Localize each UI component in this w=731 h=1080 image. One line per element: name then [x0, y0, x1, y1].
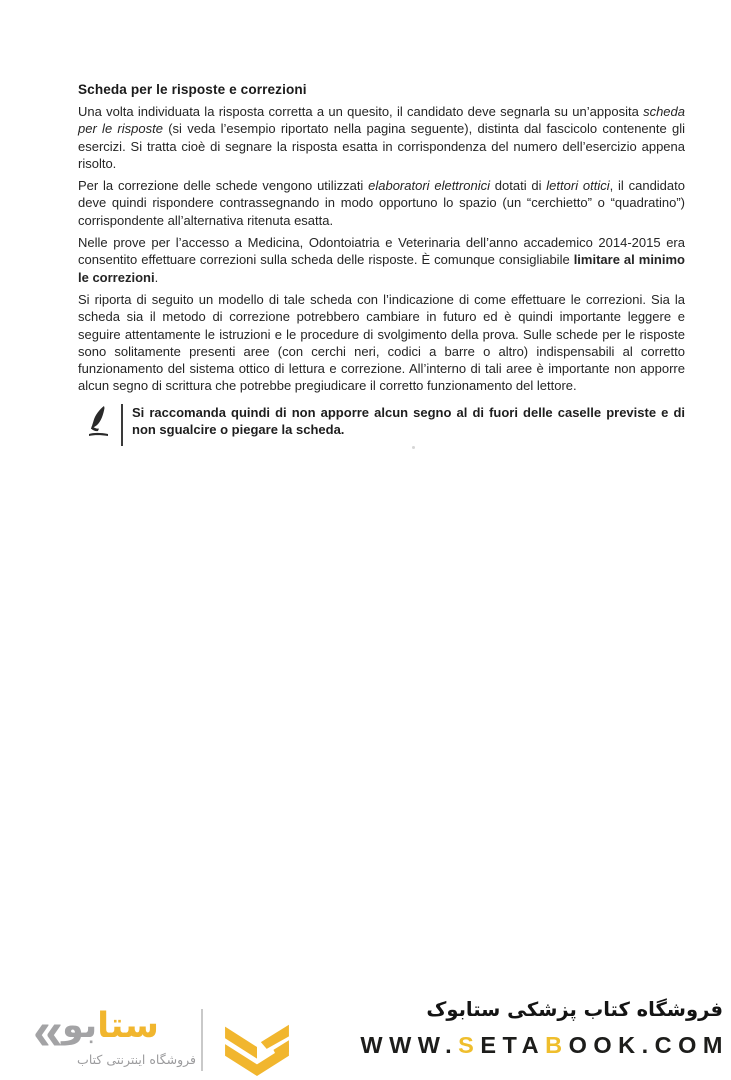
paragraph: Una volta individuata la risposta corretta a un quesito, il candidato deve segnarla su un’apposita scheda per le risposte (si veda l’esempio riportato nella pagina seguente), distinta dal fascicolo contenente gli esercizi. Si tratta cioè di segnare la risposta esatta in corrispondenza del numero dell’esercizio appena risolto.: [78, 104, 689, 171]
website-url-segment: ETA: [480, 1032, 546, 1058]
paragraph: Per la correzione delle schede vengono utilizzati elaboratori elettronici dotati di lettori ottici, il candidato deve quindi rispondere contrassegnando in modo opportuno lo spazio (un “cerchietto” o “quadratino”) corrispondente all’alternativa ritenuta esatta.: [78, 178, 689, 228]
logo-wordmark: [62, 1005, 159, 1047]
website-url-segment: S: [458, 1032, 481, 1058]
wordmark-gray-part: بو: [62, 1006, 98, 1046]
logo-tagline: فروشگاه اینترنتی کتاب: [77, 1052, 196, 1067]
quill-icon: [86, 404, 112, 440]
website-url: [360, 1032, 729, 1059]
footer-banner: [0, 995, 731, 1080]
website-url-segment: OOK.COM: [568, 1032, 729, 1058]
kaf-chevron-glyph: «: [33, 1001, 64, 1061]
main-text-block: [78, 82, 689, 446]
website-url-segment: B: [545, 1032, 569, 1058]
website-url-segment: WWW.: [360, 1032, 459, 1058]
store-name-farsi: فروشگاه کتاب پزشکی ستابوک: [426, 998, 723, 1021]
wordmark-gold-part: ستا: [97, 1006, 159, 1046]
note-text: Si raccomanda quindi di non apporre alcun segno al di fuori delle caselle previste e di non sgualcire o piegare la scheda.: [132, 404, 685, 438]
note-box: [78, 404, 685, 446]
body-paragraphs: [78, 103, 689, 395]
scan-artifact-dot: [412, 446, 415, 449]
note-divider: [121, 404, 123, 446]
section-title: Scheda per le risposte e correzioni: [78, 82, 307, 97]
double-chevron-icon: [222, 1017, 292, 1077]
paragraph: Nelle prove per l’accesso a Medicina, Odontoiatria e Veterinaria dell’anno accademico 2014-2015 era consentito effettuare correzioni sulla scheda delle risposte. È comunque consigliabile limitare al minimo le correzioni.: [78, 235, 689, 285]
logo-divider: [201, 1009, 203, 1071]
paragraph: Si riporta di seguito un modello di tale scheda con l’indicazione di come effettuare le correzioni. Sia la scheda sia il metodo di correzione potrebbero cambiare in futuro ed è quindi importante leggere e seguire attentamente le istruzioni e le procedure di svolgimento della prova. Sulle schede per le risposte sono solitamente presenti aree (con cerchi neri, codici a barre o altro) indispensabili al corretto funzionamento del sistema ottico di lettura e correzione. All’interno di tali aree è importante non apporre alcun segno di scrittura che potrebbe pregiudicare il corretto funzionamento del lettore.: [78, 291, 689, 394]
